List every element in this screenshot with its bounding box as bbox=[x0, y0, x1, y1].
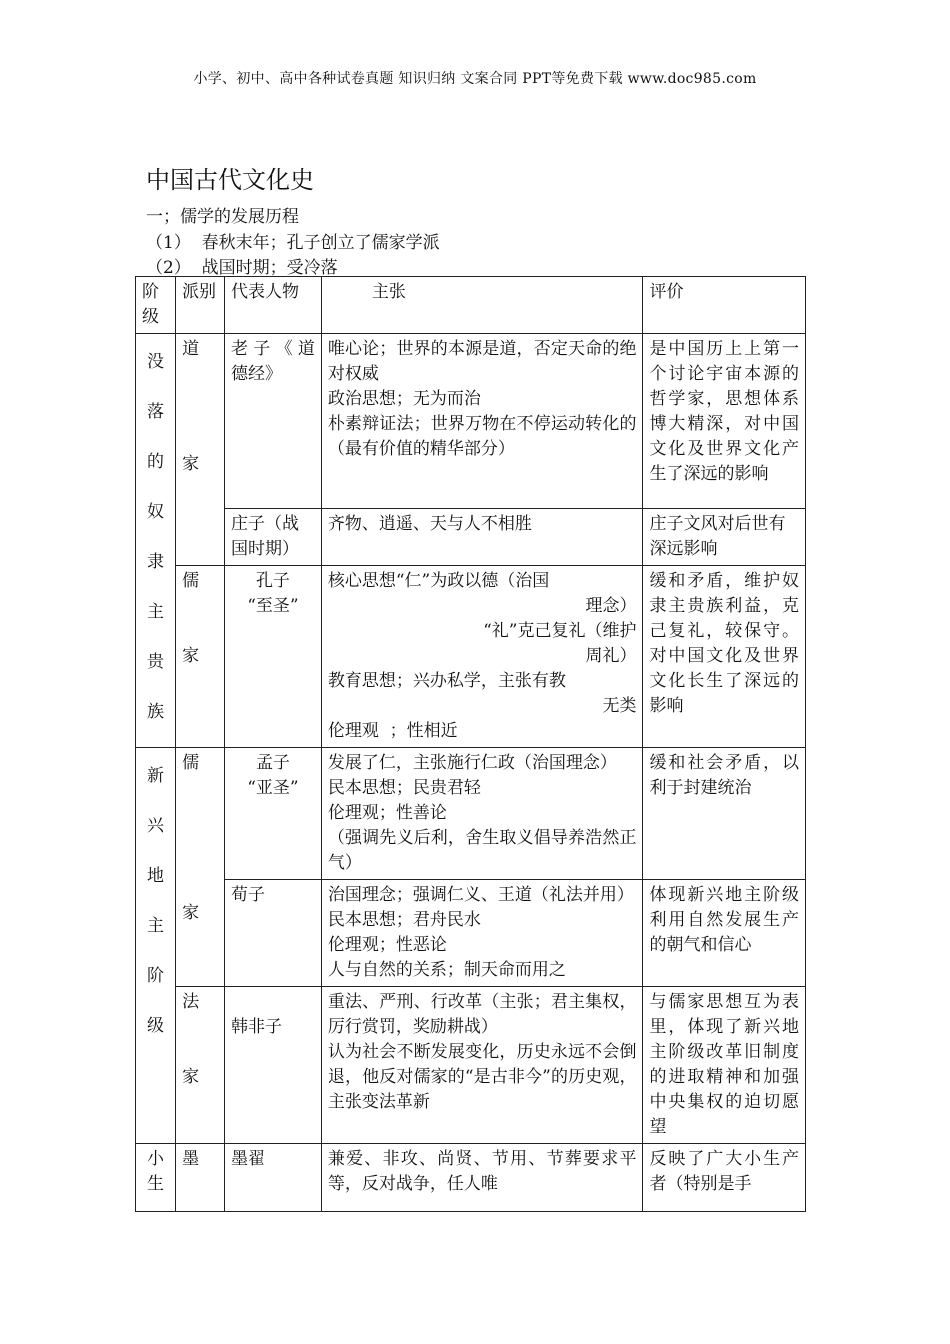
views-cell-xunzi: 治国理念；强调仁义、王道（礼法并用） 民本思想；君舟民水 伦理观；性恶论 人与自然的关系；制天命而用之 bbox=[321, 880, 643, 987]
views-cell-mozi: 兼爱、非攻、尚贤、节用、节葬要求平等，反对战争，任人唯 bbox=[321, 1144, 643, 1212]
school-cell-confucian: 儒 家 bbox=[176, 566, 225, 748]
person-cell-hanfeizi: 韩非子 bbox=[225, 987, 322, 1144]
school-cell-legalist: 法 家 bbox=[176, 987, 225, 1144]
table-row bbox=[136, 1144, 806, 1212]
person-cell-xunzi: 荀子 bbox=[225, 880, 322, 987]
eval-cell-confucius: 缓和矛盾，维护奴隶主贵族利益，克己复礼，较保守。对中国文化及世界文化长生了深远的影响 bbox=[643, 566, 806, 748]
header-eval: 评价 bbox=[643, 277, 806, 334]
table-row bbox=[136, 566, 806, 748]
views-cell-laozi: 唯心论；世界的本源是道，否定天命的绝对权威 政治思想；无为而治 朴素辩证法；世界万物在不停运动转化的（最有价值的精华部分） bbox=[321, 334, 643, 509]
eval-cell-hanfeizi: 与儒家思想互为表里，体现了新兴地主阶级改革旧制度的进取精神和加强中央集权的迫切愿望 bbox=[643, 987, 806, 1144]
eval-cell-zhuangzi: 庄子文风对后世有深远影响 bbox=[643, 509, 806, 566]
header-school: 派别 bbox=[176, 277, 225, 334]
table-row bbox=[136, 334, 806, 509]
table-row bbox=[136, 509, 806, 566]
header-person: 代表人物 bbox=[225, 277, 322, 334]
class-cell-small: 小生 bbox=[136, 1144, 176, 1212]
person-cell-laozi: 老子《道德经》 bbox=[225, 334, 322, 509]
eval-cell-mencius: 缓和社会矛盾，以利于封建统治 bbox=[643, 748, 806, 880]
page-header: 小学、初中、高中各种试卷真题 知识归纳 文案合同 PPT等免费下载 www.doc985.com bbox=[193, 71, 757, 87]
table-row bbox=[136, 748, 806, 880]
eval-cell-mozi: 反映了广大小生产者（特别是手 bbox=[643, 1144, 806, 1212]
class-cell-landlord: 新 兴 地 主 阶 级 bbox=[136, 748, 176, 1144]
list-item-2: （2） 战国时期；受冷落 bbox=[146, 258, 338, 278]
eval-cell-xunzi: 体现新兴地主阶级利用自然发展生产的朝气和信心 bbox=[643, 880, 806, 987]
person-cell-zhuangzi: 庄子（战国时期） bbox=[225, 509, 322, 566]
list-item-1: （1） 春秋末年；孔子创立了儒家学派 bbox=[146, 233, 440, 253]
views-cell-hanfeizi: 重法、严刑、行改革（主张；君主集权，厉行赏罚，奖励耕战） 认为社会不断发展变化，历史永远不会倒退，他反对儒家的“是古非今”的历史观，主张变法革新 bbox=[321, 987, 643, 1144]
views-cell-mencius: 发展了仁，主张施行仁政（治国理念） 民本思想；民贵君轻 伦理观；性善论 （强调先义后利，舍生取义倡导养浩然正气） bbox=[321, 748, 643, 880]
person-cell-mozi: 墨翟 bbox=[225, 1144, 322, 1212]
table-row bbox=[136, 987, 806, 1144]
views-cell-zhuangzi: 齐物、逍遥、天与人不相胜 bbox=[321, 509, 643, 566]
header-views: 主张 bbox=[321, 277, 643, 334]
views-cell-confucius: 核心思想“仁”为政以德（治国 理念） “礼”克己复礼（维护 周礼） 教育思想；兴办私学，主张有教 无类 伦理观 ；性相近 bbox=[321, 566, 643, 748]
school-cell-dao: 道 家 bbox=[176, 334, 225, 566]
class-cell-slave: 没 落 的 奴 隶 主 贵 族 bbox=[136, 334, 176, 748]
section-heading: 一；儒学的发展历程 bbox=[146, 207, 299, 227]
table-header-row bbox=[136, 277, 806, 334]
person-cell-confucius: 孔子 “至圣” bbox=[225, 566, 322, 748]
school-cell-confucian-2: 儒 家 bbox=[176, 748, 225, 987]
page-title: 中国古代文化史 bbox=[146, 166, 314, 194]
header-class: 阶级 bbox=[136, 277, 176, 334]
school-cell-mohist: 墨 bbox=[176, 1144, 225, 1212]
school-table bbox=[135, 276, 806, 1212]
table-row bbox=[136, 880, 806, 987]
person-cell-mencius: 孟子 “亚圣” bbox=[225, 748, 322, 880]
eval-cell-laozi: 是中国历上上第一个讨论宇宙本源的哲学家，思想体系博大精深，对中国文化及世界文化产生了深远的影响 bbox=[643, 334, 806, 509]
